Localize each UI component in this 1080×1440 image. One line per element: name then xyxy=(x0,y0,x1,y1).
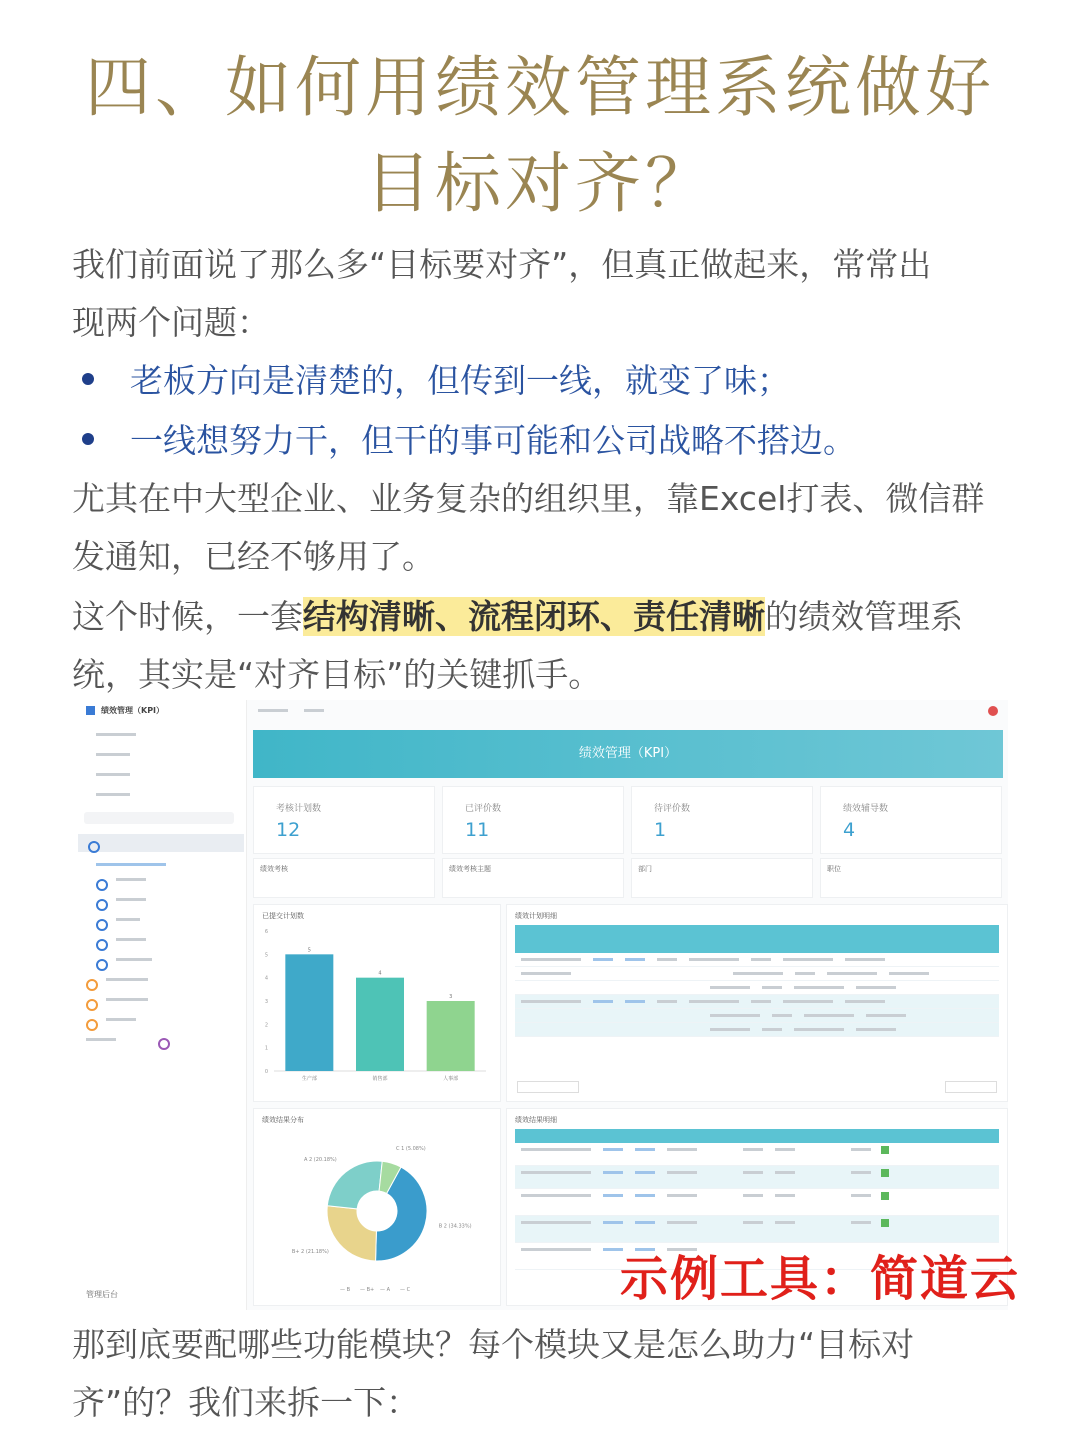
para2-line-2: 发通知，已经不够用了。 xyxy=(72,537,435,576)
legend-entry: — B+ xyxy=(360,1287,375,1293)
sidebar-item[interactable] xyxy=(86,1018,136,1032)
y-tick-label: 0 xyxy=(264,1069,268,1075)
closing-line-2: 齐”的？我们来拆一下： xyxy=(72,1383,420,1422)
dashboard-banner: 绩效管理（KPI） xyxy=(253,730,1003,778)
legend-entry: — C xyxy=(400,1287,411,1293)
pie-chart-title: 绩效结果分布 xyxy=(262,1116,304,1124)
filter-select[interactable]: 职位 xyxy=(820,858,1002,898)
bar xyxy=(427,1001,475,1071)
intro-paragraph xyxy=(72,236,1022,352)
closing-line-1: 那到底要配哪些功能模块？每个模块又是怎么助力“目标对 xyxy=(72,1325,915,1364)
pie-chart-panel xyxy=(253,1108,501,1306)
sidebar-item[interactable] xyxy=(86,788,130,802)
y-tick-label: 2 xyxy=(264,1022,268,1029)
y-tick-label: 6 xyxy=(264,929,268,935)
para3-before: 这个时候，一套 xyxy=(72,597,303,636)
user-avatar[interactable] xyxy=(988,706,998,716)
paragraph-2 xyxy=(72,470,1022,586)
table-header xyxy=(515,1129,999,1143)
pie-slice-label: B+ 2 (21.18%) xyxy=(291,1249,329,1256)
page-size-select[interactable] xyxy=(517,1081,579,1093)
y-tick-label: 1 xyxy=(264,1045,268,1052)
x-tick-label: 生产部 xyxy=(301,1076,317,1082)
title-line-1: 四、如何用绩效管理系统做好 xyxy=(85,49,995,126)
app-icon xyxy=(86,706,95,715)
stat-card xyxy=(631,786,813,854)
bullet-text-2: 一线想努力干，但干的事可能和公司战略不搭边。 xyxy=(130,421,856,460)
x-tick-label: 销售部 xyxy=(372,1076,388,1082)
sidebar-item[interactable] xyxy=(96,878,146,892)
pie-slice-label: A 2 (20.18%) xyxy=(304,1157,337,1164)
pie-slice xyxy=(327,1161,382,1209)
pie-slice-label: C 1 (5.08%) xyxy=(396,1145,426,1152)
bar xyxy=(285,954,333,1071)
bullet-dot-icon xyxy=(82,373,94,385)
sidebar-item[interactable] xyxy=(96,938,146,952)
sidebar-app-title-text: 绩效管理（KPI） xyxy=(101,706,165,715)
filter-select[interactable]: 部门 xyxy=(631,858,813,898)
pie-chart xyxy=(254,1109,500,1305)
stat-value: 11 xyxy=(465,819,490,841)
sidebar-app-title[interactable] xyxy=(86,704,164,718)
plan-table-panel xyxy=(506,904,1008,1102)
sidebar-item-home[interactable] xyxy=(78,834,244,852)
para3-after: 的绩效管理系 xyxy=(765,597,963,636)
bullet-dot-icon xyxy=(82,433,94,445)
sidebar-item[interactable] xyxy=(86,998,148,1012)
bar-data-label: 3 xyxy=(449,994,453,1000)
bar-data-label: 5 xyxy=(307,947,311,954)
stat-label: 待评价数 xyxy=(654,804,691,814)
x-tick-label: 人事部 xyxy=(443,1076,459,1082)
stat-card xyxy=(442,786,624,854)
sidebar-item[interactable] xyxy=(86,768,130,782)
intro-line-2: 现两个问题： xyxy=(72,303,270,342)
stat-label: 考核计划数 xyxy=(276,804,322,814)
top-toolbar xyxy=(248,700,1008,722)
stat-value: 12 xyxy=(276,819,301,841)
para2-line-1: 尤其在中大型企业、业务复杂的组织里，靠Excel打表、微信群 xyxy=(72,479,985,518)
para3-line-1 xyxy=(72,588,1022,646)
filter-select[interactable]: 绩效考核 xyxy=(253,858,435,898)
bar xyxy=(356,978,404,1071)
sidebar-item[interactable] xyxy=(96,958,152,972)
title-line-2: 目标对齐？ xyxy=(365,145,715,222)
pagination[interactable] xyxy=(945,1081,997,1093)
y-tick-label: 3 xyxy=(264,999,268,1005)
bar-chart-panel xyxy=(253,904,501,1102)
pie-slice-label: B 2 (34.33%) xyxy=(438,1223,472,1230)
sidebar-item[interactable] xyxy=(96,898,146,912)
bullet-item-1 xyxy=(82,352,790,410)
sidebar-item[interactable] xyxy=(86,748,130,762)
stat-value: 1 xyxy=(654,819,667,841)
result-table-title: 绩效结果明细 xyxy=(515,1116,557,1124)
para3-line-2: 统，其实是“对齐目标”的关键抓手。 xyxy=(72,655,602,694)
stat-card xyxy=(820,786,1002,854)
watermark: 示例工具：简道云 xyxy=(620,1251,1021,1307)
intro-line-1: 我们前面说了那么多“目标要对齐”，但真正做起来，常常出 xyxy=(72,245,932,284)
stat-value: 4 xyxy=(843,819,856,841)
sidebar-item[interactable] xyxy=(86,1038,116,1052)
y-tick-label: 5 xyxy=(264,952,268,959)
bullet-item-2 xyxy=(82,412,856,470)
paragraph-3 xyxy=(72,588,1022,704)
legend-entry: — B xyxy=(340,1287,351,1293)
stat-label: 绩效辅导数 xyxy=(843,804,889,814)
bullet-text-1: 老板方向是清楚的，但传到一线，就变了味； xyxy=(130,361,790,400)
bar-chart xyxy=(254,905,500,1101)
plan-table-title: 绩效计划明细 xyxy=(515,912,557,920)
sidebar-item[interactable] xyxy=(86,978,148,992)
bar-chart-title: 已提交计划数 xyxy=(262,912,304,920)
sidebar-item[interactable] xyxy=(86,728,136,742)
bar-data-label: 4 xyxy=(378,970,382,977)
sidebar-footer[interactable]: 管理后台 xyxy=(86,1290,118,1299)
filter-select[interactable]: 绩效考核主题 xyxy=(442,858,624,898)
closing-paragraph xyxy=(72,1316,1022,1432)
sidebar-search-input[interactable] xyxy=(84,812,234,824)
y-tick-label: 4 xyxy=(264,975,268,982)
stat-card xyxy=(253,786,435,854)
sidebar-folder[interactable] xyxy=(86,858,166,872)
pie-slice xyxy=(327,1206,376,1261)
legend-entry: — A xyxy=(380,1287,391,1293)
sidebar-item[interactable] xyxy=(96,918,140,932)
para3-highlight: 结构清晰、流程闭环、责任清晰 xyxy=(303,597,765,636)
table-header xyxy=(515,925,999,953)
plan-table xyxy=(515,925,999,1037)
sidebar xyxy=(78,700,247,1310)
dashboard-screenshot xyxy=(78,700,1008,1310)
stat-label: 已评价数 xyxy=(465,804,502,814)
